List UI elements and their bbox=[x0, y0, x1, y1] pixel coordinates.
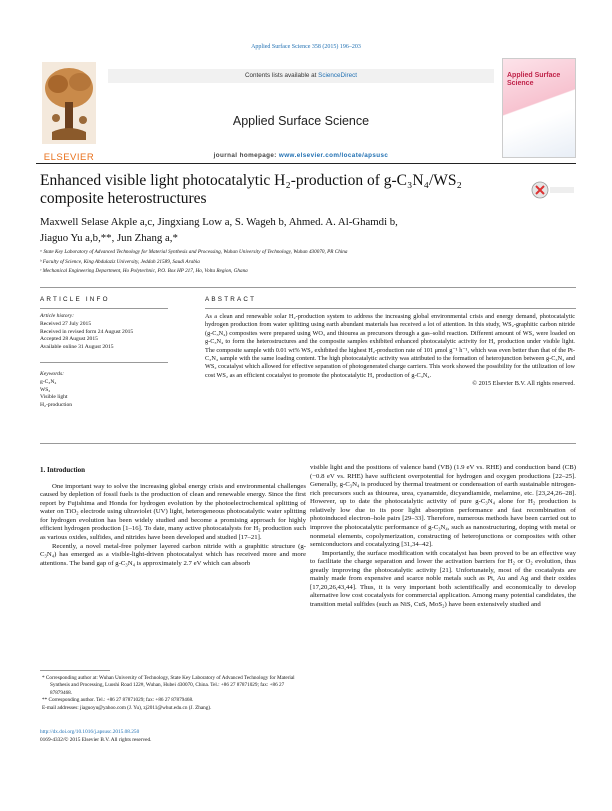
doi-link[interactable]: http://dx.doi.org/10.1016/j.apsusc.2015.08.250 bbox=[40, 729, 140, 735]
footnotes bbox=[40, 675, 306, 712]
intro-paragraph-3: visible light and the positions of valence band (VB) (1.9 eV vs. RHE) and conduction band (CB) (−0.8 eV vs. RHE) have sufficient overpotential for hydrogen and oxygen productions [22–25]. Generally, g-C₃N₄ is produced by thermal treatment or condensation of earth sustainable nitrogen-rich precursors such as thiourea, urea, cyanamide, dicyandiamide, melamine, etc. [23,24,26–28]. However, up to date the photocatalytic activity of pure g-C₃N₄ alone for H₂ production is relatively low due to its poor light absorption performance and fast recombination of photoinduced electron–hole pairs [29–33]. Therefore, numerous methods have been carried out to improve the photocatalytic performance of g-C₃N₄, such as nanostructuring, doping with metal or nonmetal elements, copolymerization, constructing of heterojunctions or composites with other semiconductors and cocatalyzing [31,34–42]. bbox=[310, 464, 576, 549]
homepage-label: journal homepage: bbox=[213, 152, 279, 159]
footnote-corresponding-2: ** Corresponding author. Tel.: +86 27 87871029; fax: +86 27 87879468. bbox=[42, 697, 194, 704]
abstract-text: As a clean and renewable solar H₂-production system to address the increasing global environmental crisis and energy demand, photocatalytic hydrogen production from water splitting using earth abundant materials has received a lot of attention. In this study, WS₂-graphitic carbon nitride (g-C₃N₄) composites were prepared using WO₃ and thiourea as precursors through a gas–solid reaction. Different amount of WS₂ were loaded on g-C₃N₄ to form the heterostructures and the composite samples exhibited enhanced photocatalytic activity for H₂ production under visible light. The composite sample with 0.01 wt% WS₂ exhibited the highest H₂-production rate of 101 μmol g⁻¹ h⁻¹, which was even better than that of the Pt-C₃N₄ sample with the same loading content. The high photocatalytic activity was attributed to the formation of heterojunction between g-C₃N₄ and WS₂ cocatalyst which allowed for effective separation of photogenerated charge carriers. This work showed the possibility for the utilization of low cost WS₂ as an efficient cocatalyst to promote the photocatalytic H₂ production of g-C₃N₄. bbox=[205, 313, 575, 379]
article-info bbox=[40, 313, 168, 410]
contents-bar bbox=[108, 69, 494, 83]
journal-homepage bbox=[108, 152, 494, 159]
homepage-link[interactable]: www.elsevier.com/locate/apsusc bbox=[278, 152, 389, 159]
affiliations bbox=[40, 248, 580, 277]
intro-paragraph-4: Importantly, the surface modification with cocatalyst has been proved to be an effective way to facilitate the charge separation and lower the activation barriers for H₂ or O₂ evolution, thus greatly improving the photocatalytic activity [21]. Unfortunately, most of the cocatalysts are mainly made from expensive and scarce noble metals such as Pt, Au and Ag and their oxides [17,20,26,43,44]. Thus, it is very important both scientifically and economically to develop alternative low cost cocatalysts for commercial application. Among many potential candidates, the transition metal sulfides (such as NiS, CuS, MoS₂) have been extensively studied and bbox=[310, 549, 576, 608]
introduction-heading: 1. Introduction bbox=[40, 466, 85, 474]
intro-paragraph-1: One important way to solve the increasing global energy crisis and environmental challenges caused by depletion of fossil fuels is the production of clean and renewable energy. Since the first report by Fujishima and Honda for hydrogen evolution by the photoelectrochemical splitting of water on TiO₂ electrode using ultraviolet (UV) light, heterogeneous photocatalytic water splitting for hydrogen evolution has been widely studied and become a promising approach for highly efficient hydrogen production [1–16]. To date, many active photocatalysts for H₂ production such as various oxides, sulfides, and nitrides have been developed and studied [17–21]. bbox=[40, 482, 306, 541]
footnote-corresponding-1: * Corresponding author at: Wuhan University of Technology, State Key Laboratory of Advanced Technology for Material Synthesis and Processing, Luoshi Road 122#, Wuhan, Hubei 430070, China. Tel.: +86 27 87871029; fax: +86 27 87879468. bbox=[42, 675, 295, 696]
intro-paragraph-2: Recently, a novel metal-free polymer layered carbon nitride with a graphitic structure (g-C₃N₄) has emerged as a visible-light-driven photocatalyst which has received more and more attentions. The band gap of g-C₃N₄ is approximately 2.7 eV which can absorb bbox=[40, 542, 306, 567]
history-received: Received 27 July 2015 bbox=[40, 320, 92, 327]
authors-line-2[interactable]: Jiaguo Yu a,b,**, Jun Zhang a,* bbox=[40, 232, 178, 244]
abstract-heading: ABSTRACT bbox=[205, 296, 257, 303]
abstract-bottom-divider bbox=[40, 443, 576, 444]
header-divider bbox=[40, 287, 576, 288]
history-label: Article history: bbox=[40, 313, 75, 319]
history-online: Available online 31 August 2015 bbox=[40, 344, 114, 351]
body-left-column bbox=[40, 466, 306, 568]
title-line-2: composite heterostructures bbox=[40, 190, 207, 207]
keyword-3: Visible light bbox=[40, 394, 68, 401]
title-line-1: Enhanced visible light photocatalytic H₂-production of g-C₃N₄/WS₂ bbox=[40, 172, 462, 189]
abstract bbox=[205, 313, 575, 389]
history-revised: Received in revised form 24 August 2015 bbox=[40, 328, 134, 335]
abstract-rule bbox=[205, 308, 576, 309]
keyword-2: WS₂ bbox=[40, 386, 51, 393]
journal-reference[interactable]: Applied Surface Science 358 (2015) 196–203 bbox=[251, 44, 361, 50]
doi-block bbox=[40, 729, 306, 744]
elsevier-tree-logo bbox=[38, 58, 100, 154]
body-right-column bbox=[310, 464, 576, 610]
publisher-name: ELSEVIER bbox=[43, 152, 95, 163]
article-info-heading: ARTICLE INFO bbox=[40, 296, 110, 303]
authors-line-1[interactable]: Maxwell Selase Akple a,c, Jingxiang Low a, S. Wageh b, Ahmed. A. Al-Ghamdi b, bbox=[40, 216, 398, 228]
affiliation-a: ᵃ State Key Laboratory of Advanced Technology for Material Synthesis and Processing, Wuhan University of Technology, Wuhan 430070, PR China bbox=[40, 249, 348, 255]
keyword-1: g-C₃N₄ bbox=[40, 378, 57, 385]
crossmark-icon[interactable] bbox=[530, 176, 576, 204]
article-title bbox=[40, 172, 510, 208]
abstract-copyright: © 2015 Elsevier B.V. All rights reserved. bbox=[472, 380, 575, 388]
journal-title: Applied Surface Science bbox=[232, 114, 370, 128]
keywords-rule bbox=[40, 362, 168, 363]
keywords-label: Keywords: bbox=[40, 370, 65, 377]
affiliation-b: ᵇ Faculty of Science, King Abdulaziz University, Jeddah 21589, Saudi Arabia bbox=[40, 258, 200, 265]
article-info-rule bbox=[40, 308, 168, 309]
footnote-emails[interactable]: E-mail addresses: jiaguoyu@yahoo.com (J. Yu), zj2011@whut.edu.cn (J. Zhang). bbox=[42, 704, 212, 711]
journal-cover-title: Applied Surface Science bbox=[507, 72, 561, 87]
keyword-4: H₂-production bbox=[40, 402, 73, 409]
issn-line: 0169-4332/© 2015 Elsevier B.V. All rights reserved. bbox=[40, 736, 152, 743]
history-accepted: Accepted 28 August 2015 bbox=[40, 336, 98, 343]
footnote-rule bbox=[40, 670, 110, 671]
affiliation-c: ᶜ Mechanical Engineering Department, Ho Polytechnic, P.O. Box HP 217, Ho, Volta Region, Ghana bbox=[40, 268, 248, 275]
sciencedirect-link[interactable]: ScienceDirect bbox=[318, 72, 357, 79]
contents-prefix: Contents lists available at bbox=[244, 72, 319, 79]
author-list bbox=[40, 214, 540, 246]
